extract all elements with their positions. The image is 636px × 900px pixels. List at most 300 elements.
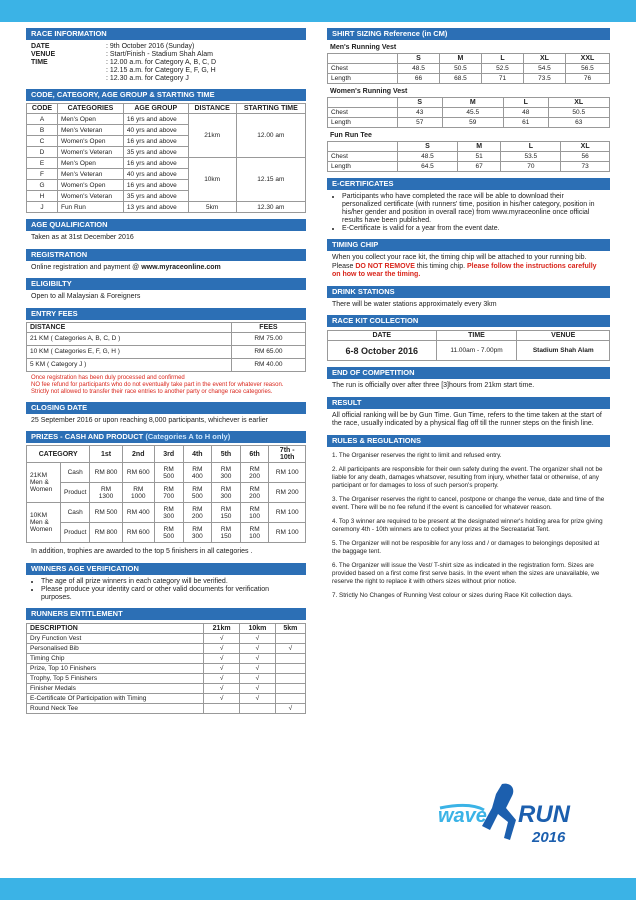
column-header: 5th bbox=[212, 446, 241, 463]
age-text: Taken as at 31st December 2016 bbox=[31, 234, 134, 241]
checkmark-icon: √ bbox=[240, 683, 276, 693]
cat-distance: 10km bbox=[188, 158, 236, 202]
column-header: DISTANCE bbox=[27, 322, 232, 332]
size-value: 73.5 bbox=[523, 74, 565, 84]
prize-value: RM 1000 bbox=[122, 483, 154, 503]
column-header: L bbox=[481, 54, 523, 64]
checkmark-icon: √ bbox=[204, 673, 240, 683]
fee-note: Strictly not allowed to transfer their race entries to another party or change race categories. bbox=[31, 388, 273, 395]
ecert-list bbox=[337, 190, 610, 233]
section-header: CLOSING DATE bbox=[26, 402, 306, 414]
entitlement-desc: Timing Chip bbox=[27, 653, 204, 663]
table-header-row bbox=[27, 322, 306, 332]
prize-value: RM 200 bbox=[183, 503, 212, 523]
prize-type: Cash bbox=[61, 463, 90, 483]
table-row bbox=[27, 633, 306, 643]
size-value: 50.5 bbox=[439, 64, 481, 74]
kit-table bbox=[327, 330, 610, 361]
entitlement-desc: Dry Function Vest bbox=[27, 633, 204, 643]
table-row bbox=[27, 503, 306, 523]
checkmark-icon: √ bbox=[240, 673, 276, 683]
entitlement-desc: Finisher Medals bbox=[27, 683, 204, 693]
race-info-row bbox=[31, 51, 301, 59]
table-row bbox=[27, 358, 306, 371]
cat-code: A bbox=[27, 114, 58, 125]
prize-type: Product bbox=[61, 523, 90, 543]
age-section bbox=[26, 219, 306, 243]
race-info-body bbox=[26, 40, 306, 83]
size-metric: Length bbox=[328, 74, 398, 84]
size-value: 48.5 bbox=[398, 152, 458, 162]
table-row bbox=[27, 643, 306, 653]
section-header: RESULT bbox=[327, 397, 610, 409]
fees-notes bbox=[26, 372, 306, 396]
registration-section bbox=[26, 249, 306, 273]
cat-age: 35 yrs and above bbox=[123, 191, 188, 202]
section-header: RACE KIT COLLECTION bbox=[327, 315, 610, 327]
section-header: AGE QUALIFICATION bbox=[26, 219, 306, 231]
section-header bbox=[26, 431, 306, 443]
entitlement-desc: Prize, Top 10 Finishers bbox=[27, 663, 204, 673]
table-header-row bbox=[328, 98, 610, 108]
registration-label: Online registration and payment @ bbox=[31, 263, 142, 271]
cat-name: Fun Run bbox=[57, 202, 123, 213]
race-info-value: : Start/Finish - Stadium Shah Alam bbox=[106, 51, 213, 58]
prize-type: Product bbox=[61, 483, 90, 503]
prize-value: RM 400 bbox=[122, 503, 154, 523]
size-value: 48.5 bbox=[398, 64, 440, 74]
checkmark-icon: √ bbox=[204, 683, 240, 693]
race-info-row bbox=[31, 43, 301, 51]
table-row bbox=[328, 118, 610, 128]
column-header: FEES bbox=[231, 322, 305, 332]
prizes-title: PRIZES - CASH AND PRODUCT bbox=[31, 432, 144, 441]
checkmark-icon: √ bbox=[204, 643, 240, 653]
eligibility-text: Open to all Malaysian & Foreigners bbox=[31, 293, 141, 300]
cat-distance: 21km bbox=[188, 114, 236, 158]
fee-amount: RM 65.00 bbox=[231, 345, 305, 358]
size-value: 66 bbox=[398, 74, 440, 84]
kit-value: Stadium Shah Alam bbox=[517, 341, 610, 361]
cat-time: 12.30 am bbox=[236, 202, 305, 213]
section-header: END OF COMPETITION bbox=[327, 367, 610, 379]
left-column bbox=[26, 28, 306, 720]
checkmark-icon: √ bbox=[240, 643, 276, 653]
race-info-key: DATE bbox=[31, 43, 50, 50]
kit-section bbox=[327, 315, 610, 361]
entitlement-desc: Personalised Bib bbox=[27, 643, 204, 653]
checkmark-icon bbox=[204, 703, 240, 713]
entitlement-desc: E-Certificate Of Participation with Timing bbox=[27, 693, 204, 703]
size-value: 50.5 bbox=[548, 108, 610, 118]
list-item: • Please produce your identity card or other valid documents for verification purposes. bbox=[41, 586, 301, 602]
size-value: 68.5 bbox=[439, 74, 481, 84]
list-item: • The age of all prize winners in each category will be verified. bbox=[41, 578, 301, 586]
column-header: S bbox=[398, 54, 440, 64]
column-header: 21km bbox=[204, 623, 240, 633]
column-header: 10km bbox=[240, 623, 276, 633]
drink-section bbox=[327, 286, 610, 310]
fee-distance: 10 KM ( Categories E, F, G, H ) bbox=[27, 345, 232, 358]
chip-text-2: this timing chip. bbox=[414, 262, 468, 270]
checkmark-icon: √ bbox=[240, 633, 276, 643]
column-header: 6th bbox=[240, 446, 269, 463]
prizes-table bbox=[26, 445, 306, 543]
column-header bbox=[328, 54, 398, 64]
rules-section bbox=[327, 435, 610, 600]
column-header: M bbox=[442, 98, 503, 108]
table-row bbox=[27, 463, 306, 483]
column-header: XL bbox=[523, 54, 565, 64]
table-row bbox=[27, 703, 306, 713]
cat-code: F bbox=[27, 169, 58, 180]
registration-text bbox=[26, 261, 306, 273]
prize-value: RM 1300 bbox=[90, 483, 122, 503]
table-row bbox=[27, 332, 306, 345]
prize-value: RM 200 bbox=[240, 483, 269, 503]
rule-item: 4. Top 3 winner are required to be present at the designated winner's holding area for prize giving ceremony 4th - 10th winners are to collect your prizes at the Secreatariat Tent. bbox=[332, 517, 603, 533]
registration-link[interactable]: www.myraceonline.com bbox=[141, 263, 221, 271]
prize-group-label: 21KM Men & Women bbox=[27, 463, 61, 503]
column-header: S bbox=[398, 98, 443, 108]
column-header: XL bbox=[548, 98, 610, 108]
prize-value: RM 500 bbox=[154, 463, 183, 483]
chip-bold: DO NOT REMOVE bbox=[355, 262, 415, 270]
checkmark-icon: √ bbox=[204, 633, 240, 643]
cat-code: D bbox=[27, 147, 58, 158]
table-row bbox=[27, 202, 306, 213]
table-header-row bbox=[27, 104, 306, 114]
table-header-row bbox=[27, 446, 306, 463]
checkmark-icon: √ bbox=[204, 653, 240, 663]
cat-name: Men's Open bbox=[57, 158, 123, 169]
checkmark-icon: √ bbox=[275, 643, 305, 653]
chip-text-1: When you collect your race kit, the timing chip will be attached to your running bib. Please bbox=[332, 254, 587, 270]
list-item: • Participants who have completed the race will be able to download their personalized certificate (with runners' time, position in his/her category, position in his/her gender and position in overall race) from www.myraceonline once official results have been published. bbox=[342, 193, 605, 225]
fees-table bbox=[26, 322, 306, 372]
fee-note: NO fee refund for participants who do not eventually take part in the event for whatever reason. bbox=[31, 381, 284, 388]
size-table-title: Men's Running Vest bbox=[330, 44, 397, 51]
entitlement-table bbox=[26, 623, 306, 714]
race-info-row bbox=[31, 67, 301, 75]
entitlement-desc: Trophy, Top 5 Finishers bbox=[27, 673, 204, 683]
prize-value: RM 700 bbox=[154, 483, 183, 503]
cat-age: 40 yrs and above bbox=[123, 169, 188, 180]
checkmark-icon: √ bbox=[240, 693, 276, 703]
column-header: CATEGORIES bbox=[57, 104, 123, 114]
categories-table bbox=[26, 103, 306, 213]
size-value: 67 bbox=[457, 162, 500, 172]
table-row bbox=[27, 673, 306, 683]
race-info-value: : 12.15 a.m. for Category E, F, G, H bbox=[106, 67, 216, 74]
table-row bbox=[328, 152, 610, 162]
fee-distance: 5 KM ( Category J ) bbox=[27, 358, 232, 371]
column-header: 4th bbox=[183, 446, 212, 463]
column-header bbox=[328, 98, 398, 108]
logo-word1: wave bbox=[438, 805, 487, 827]
prize-value: RM 600 bbox=[122, 523, 154, 543]
prize-value: RM 400 bbox=[183, 463, 212, 483]
checkmark-icon bbox=[275, 693, 305, 703]
fee-distance: 21 KM ( Categories A, B, C, D ) bbox=[27, 332, 232, 345]
result-section bbox=[327, 397, 610, 429]
size-value: 61 bbox=[503, 118, 548, 128]
section-header: E-CERTIFICATES bbox=[327, 178, 610, 190]
size-value: 64.5 bbox=[398, 162, 458, 172]
cat-name: Men's Veteran bbox=[57, 169, 123, 180]
section-header: TIMING CHIP bbox=[327, 239, 610, 251]
size-value: 63 bbox=[548, 118, 610, 128]
table-row bbox=[27, 523, 306, 543]
checkmark-icon: √ bbox=[240, 663, 276, 673]
column-header: CATEGORY bbox=[27, 446, 90, 463]
size-value: 71 bbox=[481, 74, 523, 84]
column-header: 7th - 10th bbox=[269, 446, 306, 463]
size-value: 53.5 bbox=[501, 152, 561, 162]
table-row bbox=[27, 114, 306, 125]
fees-section bbox=[26, 308, 306, 396]
cat-time: 12.15 am bbox=[236, 158, 305, 202]
rule-item: 5. The Organizer will not be resposible for any loss and / or damages to belongings deposited at the baggage tent. bbox=[332, 539, 600, 555]
column-header: TIME bbox=[436, 331, 517, 341]
section-header: RACE INFORMATION bbox=[26, 28, 306, 40]
chip-section bbox=[327, 239, 610, 280]
table-row bbox=[27, 683, 306, 693]
cat-time: 12.00 am bbox=[236, 114, 305, 158]
winners-list bbox=[36, 575, 306, 602]
column-header: DESCRIPTION bbox=[27, 623, 204, 633]
column-header: DISTANCE bbox=[188, 104, 236, 114]
section-header: SHIRT SIZING Reference (in CM) bbox=[327, 28, 610, 40]
column-header: XL bbox=[561, 142, 610, 152]
checkmark-icon: √ bbox=[204, 663, 240, 673]
column-header: M bbox=[439, 54, 481, 64]
section-header: RULES & REGULATIONS bbox=[327, 435, 610, 447]
logo-word2: RUN bbox=[518, 801, 570, 828]
race-info-row bbox=[31, 59, 301, 67]
section-header: WINNERS AGE VERIFICATION bbox=[26, 563, 306, 575]
race-info-key: VENUE bbox=[31, 51, 56, 58]
checkmark-icon bbox=[240, 703, 276, 713]
checkmark-icon bbox=[275, 663, 305, 673]
categories-section bbox=[26, 89, 306, 213]
rule-item: 3. The Organiser reserves the right to cancel, postpone or change the venue, date and time of the event. There will be no fee refund if the event is cancelled for whatever reason. bbox=[332, 495, 605, 511]
logo-year: 2016 bbox=[532, 829, 566, 846]
cat-age: 13 yrs and above bbox=[123, 202, 188, 213]
cat-code: E bbox=[27, 158, 58, 169]
cat-age: 16 yrs and above bbox=[123, 114, 188, 125]
race-info-key bbox=[31, 67, 106, 75]
table-row bbox=[328, 341, 610, 361]
size-table-title: Women's Running Vest bbox=[330, 88, 408, 95]
prize-group-label: 10KM Men & Women bbox=[27, 503, 61, 543]
cat-age: 16 yrs and above bbox=[123, 180, 188, 191]
checkmark-icon: √ bbox=[240, 653, 276, 663]
chip-red: Please follow the instructions carefully on how to wear the timing. bbox=[332, 262, 597, 278]
cat-code: G bbox=[27, 180, 58, 191]
size-value: 76 bbox=[565, 74, 609, 84]
bottom-bar bbox=[0, 878, 636, 900]
column-header bbox=[328, 142, 398, 152]
race-info-value: : 12.00 a.m. for Category A, B, C, D bbox=[106, 59, 217, 66]
closing-section bbox=[26, 402, 306, 426]
prize-value: RM 300 bbox=[154, 503, 183, 523]
size-table bbox=[327, 53, 610, 84]
checkmark-icon bbox=[275, 673, 305, 683]
size-metric: Length bbox=[328, 118, 398, 128]
table-row bbox=[27, 345, 306, 358]
prize-value: RM 800 bbox=[90, 463, 122, 483]
prizes-note: In addition, trophies are awarded to the top 5 finishers in all categories . bbox=[31, 548, 253, 555]
drink-text: There will be water stations approximately every 3km bbox=[332, 300, 497, 308]
section-header: ELIGIBILTY bbox=[26, 278, 306, 290]
entitlement-section bbox=[26, 608, 306, 714]
section-header: REGISTRATION bbox=[26, 249, 306, 261]
table-row bbox=[328, 64, 610, 74]
cat-age: 40 yrs and above bbox=[123, 125, 188, 136]
table-row bbox=[27, 158, 306, 169]
prize-value: RM 100 bbox=[240, 503, 269, 523]
checkmark-icon: √ bbox=[275, 703, 305, 713]
column-header: L bbox=[503, 98, 548, 108]
size-value: 59 bbox=[442, 118, 503, 128]
sizing-section bbox=[327, 28, 610, 172]
table-row bbox=[27, 663, 306, 673]
runner-figure-icon bbox=[482, 784, 516, 840]
cat-age: 16 yrs and above bbox=[123, 158, 188, 169]
section-header: RUNNERS ENTITLEMENT bbox=[26, 608, 306, 620]
rule-item: 1. The Organiser reserves the right to limit and refused entry. bbox=[332, 451, 502, 459]
race-info-value: : 9th October 2016 (Sunday) bbox=[106, 43, 195, 50]
rule-item: 7. Strictly No Changes of Running Vest colour or sizes during Race Kit collection days. bbox=[332, 591, 573, 599]
rules-list bbox=[327, 447, 610, 600]
checkmark-icon bbox=[275, 633, 305, 643]
result-text: All official ranking will be by Gun Time. Gun Time, refers to the time taken at the start of the race, usually indicated by a physical flag off till the runner steps on the finish line. bbox=[332, 411, 602, 427]
table-row bbox=[27, 693, 306, 703]
prize-value: RM 200 bbox=[240, 463, 269, 483]
cat-name: Men's Veteran bbox=[57, 125, 123, 136]
fee-amount: RM 40.00 bbox=[231, 358, 305, 371]
prize-value: RM 300 bbox=[212, 463, 241, 483]
cat-code: H bbox=[27, 191, 58, 202]
wave-run-logo bbox=[420, 780, 590, 850]
prize-value: RM 800 bbox=[90, 523, 122, 543]
table-row bbox=[328, 108, 610, 118]
prize-value: RM 100 bbox=[240, 523, 269, 543]
column-header: 5km bbox=[275, 623, 305, 633]
end-section bbox=[327, 367, 610, 391]
size-table bbox=[327, 97, 610, 128]
table-header-row bbox=[328, 142, 610, 152]
table-row bbox=[328, 162, 610, 172]
checkmark-icon bbox=[275, 683, 305, 693]
prize-value: RM 150 bbox=[212, 523, 241, 543]
prize-value: RM 100 bbox=[269, 503, 306, 523]
column-header: 3rd bbox=[154, 446, 183, 463]
size-metric: Chest bbox=[328, 64, 398, 74]
fee-amount: RM 75.00 bbox=[231, 332, 305, 345]
size-value: 52.5 bbox=[481, 64, 523, 74]
cat-distance: 5km bbox=[188, 202, 236, 213]
fee-note: Once registration has been duly processed and confirmed bbox=[31, 374, 185, 381]
size-value: 56.5 bbox=[565, 64, 609, 74]
ecert-section bbox=[327, 178, 610, 233]
size-metric: Length bbox=[328, 162, 398, 172]
cat-name: Women's Open bbox=[57, 180, 123, 191]
size-value: 54.5 bbox=[523, 64, 565, 74]
prize-value: RM 200 bbox=[269, 483, 306, 503]
winners-section bbox=[26, 563, 306, 602]
checkmark-icon: √ bbox=[204, 693, 240, 703]
eligibility-section bbox=[26, 278, 306, 302]
kit-value: 6-8 October 2016 bbox=[328, 341, 437, 361]
closing-text: 25 September 2016 or upon reaching 8,000 participants, whichever is earlier bbox=[31, 416, 268, 424]
column-header: AGE GROUP bbox=[123, 104, 188, 114]
race-info-key bbox=[31, 75, 106, 83]
size-value: 51 bbox=[457, 152, 500, 162]
prize-type: Cash bbox=[61, 503, 90, 523]
column-header: 2nd bbox=[122, 446, 154, 463]
prize-value: RM 500 bbox=[154, 523, 183, 543]
checkmark-icon bbox=[275, 653, 305, 663]
size-value: 70 bbox=[501, 162, 561, 172]
table-header-row bbox=[27, 623, 306, 633]
right-column bbox=[327, 28, 610, 606]
kit-value: 11.00am - 7.00pm bbox=[436, 341, 517, 361]
size-value: 73 bbox=[561, 162, 610, 172]
section-header: CODE, CATEGORY, AGE GROUP & STARTING TIME bbox=[26, 89, 306, 101]
size-value: 57 bbox=[398, 118, 443, 128]
cat-name: Women's Veteran bbox=[57, 147, 123, 158]
prize-value: RM 600 bbox=[122, 463, 154, 483]
column-header: L bbox=[501, 142, 561, 152]
prize-value: RM 100 bbox=[269, 523, 306, 543]
cat-age: 35 yrs and above bbox=[123, 147, 188, 158]
race-info-row bbox=[31, 75, 301, 83]
chip-text bbox=[327, 251, 610, 280]
size-value: 48 bbox=[503, 108, 548, 118]
size-table bbox=[327, 141, 610, 172]
entitlement-desc: Round Neck Tee bbox=[27, 703, 204, 713]
cat-name: Women's Veteran bbox=[57, 191, 123, 202]
size-value: 43 bbox=[398, 108, 443, 118]
cat-code: C bbox=[27, 136, 58, 147]
list-item: • E-Certificate is valid for a year from the event date. bbox=[342, 225, 605, 233]
cat-age: 16 yrs and above bbox=[123, 136, 188, 147]
column-header: DATE bbox=[328, 331, 437, 341]
size-table-title: Fun Run Tee bbox=[330, 132, 372, 139]
cat-name: Women's Open bbox=[57, 136, 123, 147]
column-header: VENUE bbox=[517, 331, 610, 341]
column-header: S bbox=[398, 142, 458, 152]
prizes-section bbox=[26, 431, 306, 557]
table-row bbox=[27, 483, 306, 503]
prize-value: RM 500 bbox=[90, 503, 122, 523]
column-header: M bbox=[457, 142, 500, 152]
cat-name: Men's Open bbox=[57, 114, 123, 125]
section-header: DRINK STATIONS bbox=[327, 286, 610, 298]
prizes-subtitle: (Categories A to H only) bbox=[145, 432, 231, 441]
prize-value: RM 300 bbox=[183, 523, 212, 543]
table-header-row bbox=[328, 331, 610, 341]
prize-value: RM 100 bbox=[269, 463, 306, 483]
race-info-value: : 12.30 a.m. for Category J bbox=[106, 75, 189, 82]
size-metric: Chest bbox=[328, 108, 398, 118]
rule-item: 6. The Organizer will issue the Vest/ T-shirt size as indicated in the registration form. Sizes are provided based on a first come first serve basis. In the event when the sizes are unavailable, we reserve the right to replace it with others sizes without prior notice. bbox=[332, 561, 600, 585]
table-row bbox=[328, 74, 610, 84]
prize-value: RM 150 bbox=[212, 503, 241, 523]
column-header: STARTING TIME bbox=[236, 104, 305, 114]
